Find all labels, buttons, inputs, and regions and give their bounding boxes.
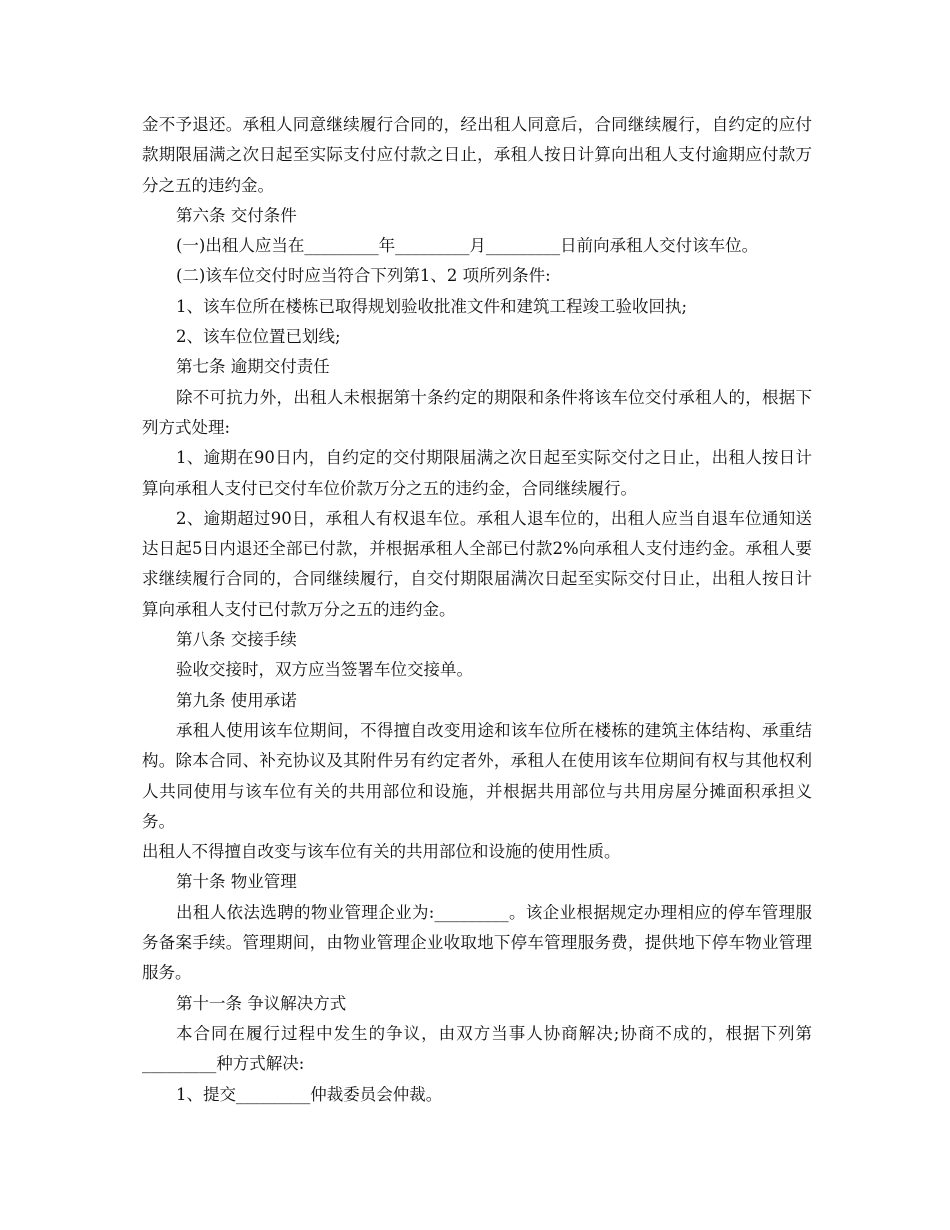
article-11-heading: 第十一条 争议解决方式 [176,993,347,1013]
paragraph: 出租人依法选聘的物业管理企业为:_________。该企业根据规定办理相应的停车管理服务备案手续。管理期间，由物业管理企业收取地下停车管理服务费，提供地下停车物业管理服务。 [142,902,812,983]
list-item: 1、逾期在90日内，自约定的交付期限届满之次日起至实际交付之日止，出租人按日计算向承租人支付已交付车位价款万分之五的违约金，合同继续履行。 [142,448,812,498]
paragraph: 验收交接时，双方应当签署车位交接单。 [176,660,473,680]
article-6-heading: 第六条 交付条件 [176,205,297,225]
paragraph: (一)出租人应当在_________年_________月_________日前向承租人交付该车位。 [176,236,759,256]
paragraph: 出租人不得擅自改变与该车位有关的共用部位和设施的使用性质。 [142,842,621,862]
paragraph-continuation: 金不予退还。承租人同意继续履行合同的，经出租人同意后，合同继续履行，自约定的应付款期限届满之次日起至实际支付应付款之日止，承租人按日计算向出租人支付逾期应付款万分之五的违约金。 [142,115,812,195]
article-7-heading: 第七条 逾期交付责任 [176,357,330,377]
article-8-heading: 第八条 交接手续 [176,630,297,650]
list-item: 2、逾期超过90日，承租人有权退车位。承租人退车位的，出租人应当自退车位通知送达日起5日内退还全部已付款，并根据承租人全部已付款2%向承租人支付违约金。承租人要求继续履行合同的，合同继续履行，自交付期限届满次日起至实际交付日止，出租人按日计算向承租人支付已付款万分之五的违约金。 [142,508,812,619]
list-item: 1、该车位所在楼栋已取得规划验收批准文件和建筑工程竣工验收回执; [176,296,688,316]
paragraph: 除不可抗力外，出租人未根据第十条约定的期限和条件将该车位交付承租人的，根据下列方式处理: [142,387,812,437]
paragraph: 本合同在履行过程中发生的争议，由双方当事人协商解决;协商不成的，根据下列第_________种方式解决: [142,1023,812,1074]
article-9-heading: 第九条 使用承诺 [176,690,297,710]
paragraph: 承租人使用该车位期间，不得擅自改变用途和该车位所在楼栋的建筑主体结构、承重结构。除本合同、补充协议及其附件另有约定者外，承租人在使用该车位期间有权与其他权利人共同使用与该车位有关的共用部位和设施，并根据共用部位与共用房屋分摊面积承担义务。 [142,720,812,831]
document-page [142,110,812,1110]
article-10-heading: 第十条 物业管理 [176,872,297,892]
paragraph: (二)该车位交付时应当符合下列第1、2 项所列条件: [176,266,551,286]
list-item: 1、提交_________仲裁委员会仲裁。 [176,1084,443,1104]
list-item: 2、该车位位置已划线; [176,327,341,347]
